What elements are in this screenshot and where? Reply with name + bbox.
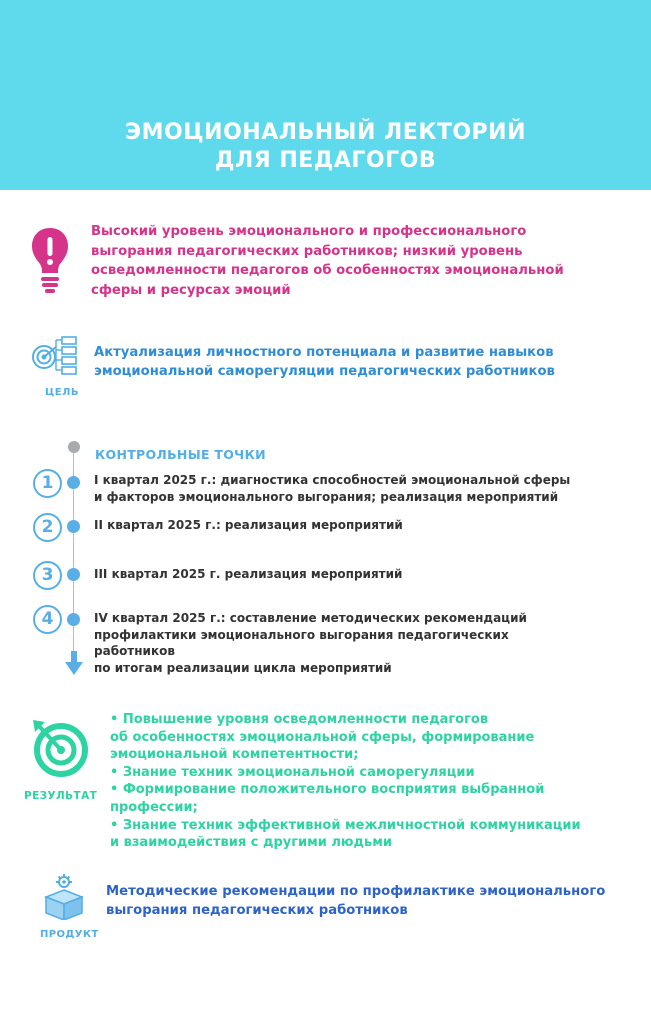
checkpoint-number-1: 1: [33, 469, 62, 498]
product-caption: ПРОДУКТ: [40, 929, 99, 940]
checkpoint-number-2: 2: [33, 513, 62, 542]
product-line: выгорания педагогических работников: [106, 902, 408, 918]
product-statement: [106, 883, 626, 920]
result-line: об особенностях эмоциональной сферы, формирование: [110, 729, 535, 745]
target-list-icon: [30, 334, 78, 380]
problem-line: выгорания педагогических работников; низкий уровень: [91, 243, 523, 259]
result-line: • Формирование положительного восприятия выбранной: [110, 782, 545, 798]
timeline-dot: [67, 568, 80, 581]
checkpoint-line: IV квартал 2025 г.: составление методических рекомендаций: [94, 611, 527, 625]
goal-statement: [94, 343, 594, 381]
checkpoint-text-2: [94, 517, 574, 534]
timeline-dot: [67, 476, 80, 489]
result-line: • Повышение уровня осведомленности педагогов: [110, 712, 489, 727]
result-caption: РЕЗУЛЬТАТ: [24, 790, 98, 802]
goal-caption: ЦЕЛЬ: [45, 387, 80, 398]
result-line: • Знание техник эффективной межличностной коммуникации: [110, 817, 581, 833]
box-gear-icon: [44, 874, 84, 920]
result-line: • Знание техник эмоциональной саморегуляции: [110, 764, 475, 780]
result-list: [110, 711, 610, 852]
checkpoint-line: I квартал 2025 г.: диагностика способностей эмоциональной сферы: [94, 473, 571, 487]
checkpoint-text-1: [94, 472, 574, 505]
checkpoint-number-3: 3: [33, 561, 62, 590]
page-title-line-1: ЭМОЦИОНАЛЬНЫЙ ЛЕКТОРИЙ: [125, 120, 526, 145]
page-title-line-2: ДЛЯ ПЕДАГОГОВ: [214, 148, 437, 173]
result-line: и взаимодействия с другими людьми: [110, 835, 393, 851]
checkpoint-text-4: [94, 610, 574, 676]
result-line: профессии;: [110, 799, 198, 815]
checkpoint-line: и факторов эмоционального выгорания; реализация мероприятий: [94, 489, 559, 504]
header-banner: [0, 0, 651, 190]
checkpoint-number-4: 4: [33, 605, 62, 634]
target-arrow-icon: [31, 718, 91, 778]
checkpoint-line: по итогам реализации цикла мероприятий: [94, 660, 392, 675]
problem-line: осведомленности педагогов об особенностях эмоциональной: [91, 263, 564, 278]
product-line: Методические рекомендации по профилактике эмоционального: [106, 884, 606, 899]
checkpoint-line: III квартал 2025 г. реализация мероприятий: [94, 567, 403, 581]
checkpoint-text-3: [94, 566, 574, 583]
goal-line: Актуализация личностного потенциала и развитие навыков: [94, 345, 554, 360]
result-line: эмоциональной компетентности;: [110, 747, 359, 763]
timeline-start-dot: [68, 441, 80, 453]
goal-line: эмоциональной саморегуляции педагогических работников: [94, 364, 555, 379]
checkpoints-title: КОНТРОЛЬНЫЕ ТОЧКИ: [95, 447, 266, 462]
checkpoint-line: II квартал 2025 г.: реализация мероприятий: [94, 518, 403, 532]
arrow-down-icon: [65, 651, 83, 675]
lightbulb-exclamation-icon: [30, 226, 70, 294]
checkpoint-line: профилактики эмоционального выгорания педагогических работников: [94, 627, 509, 658]
problem-statement: [91, 222, 571, 300]
problem-line: сферы и ресурсах эмоций: [91, 282, 291, 298]
timeline-dot: [67, 520, 80, 533]
timeline-dot: [67, 613, 80, 626]
problem-line: Высокий уровень эмоционального и профессионального: [91, 224, 527, 239]
